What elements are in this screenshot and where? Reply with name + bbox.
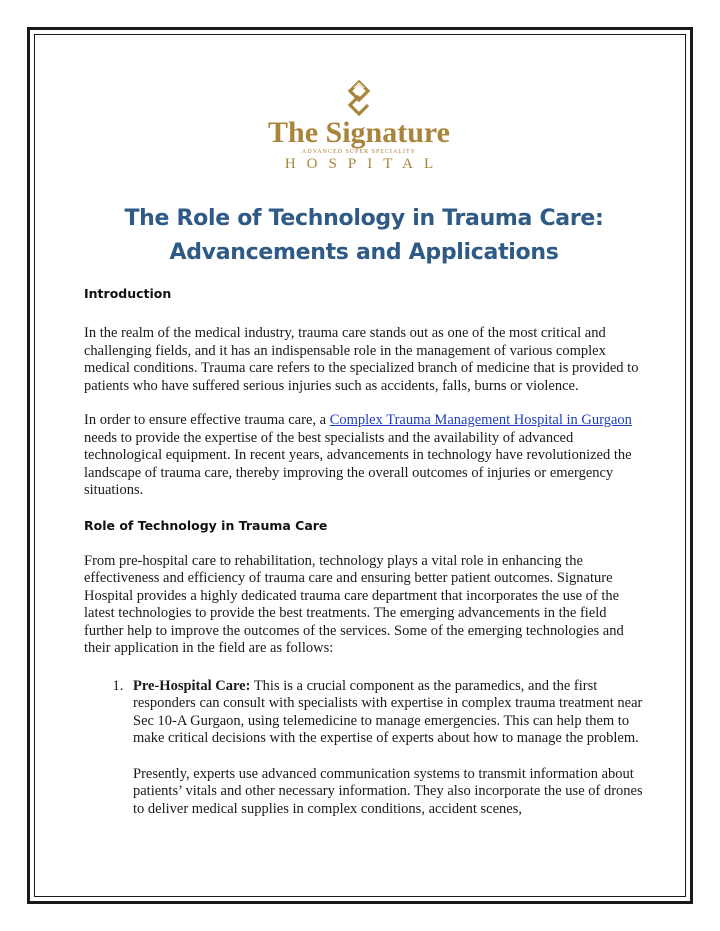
page-title-line2: Advancements and Applications [169,240,559,265]
logo-tagline: ADVANCED SUPER SPECIALITY [302,149,416,155]
intro-paragraph-1: In the realm of the medical industry, trauma care stands out as one of the most critical and challenging fields, and it has an indispensable role in the management of various complex medical conditions. Trauma care refers to the specialized branch of medicine that is provided to patients who have suffered serious injuries such as accidents, falls, burns or violence. [84,325,639,394]
signature-s-emblem-icon [342,80,376,116]
document-page [84,80,644,818]
trauma-hospital-link[interactable]: Complex Trauma Management Hospital in Gurgaon [329,412,632,428]
list-item-subparagraph: Presently, experts use advanced communication systems to transmit information about patients’ vitals and other necessary information. They also incorporate the use of drones to deliver medical supplies in complex conditions, accident scenes, [133,765,643,817]
hospital-logo [74,80,644,172]
page-title [84,202,644,270]
technology-list [84,678,644,748]
intro-paragraph-2-end: needs to provide the expertise of the best specialists and the availability of advanced technological equipment. In recent years, advancements in technology have revolutionized the landscape of trauma care, thereby improving the overall outcomes of injuries or emergency situations. [84,429,632,498]
role-paragraph: From pre-hospital care to rehabilitation, technology plays a vital role in enhancing the effectiveness and efficiency of trauma care and ensuring better patient outcomes. Signature Hospital provides a highly dedicated trauma care department that incorporates the use of the latest technologies to provide the best treatments. The emerging advancements in the field further help to improve the outcomes of the services. Some of the emerging technologies and their application in the field are as follows: [84,552,624,656]
role-heading: Role of Technology in Trauma Care [84,517,328,533]
intro-paragraph-2-start: In order to ensure effective trauma care, a [84,412,330,428]
intro-paragraph-2 [84,412,644,500]
introduction-heading: Introduction [84,286,172,301]
list-item-text: This is a crucial component as the paramedics, and the first responders can consult with specialists with expertise in complex trauma treatment near Sec 10-A Gurgaon, using telemedicine to manage emergencies. This can help them to make critical decisions with the expertise of experts about how to manage the problem. [133,677,643,746]
logo-hospital: HOSPITAL [284,156,445,172]
list-item-term: Pre-Hospital Care: [133,677,251,694]
page-title-line1: The Role of Technology in Trauma Care: [124,206,604,231]
list-item [127,678,644,748]
logo-name: The Signature [268,116,450,149]
